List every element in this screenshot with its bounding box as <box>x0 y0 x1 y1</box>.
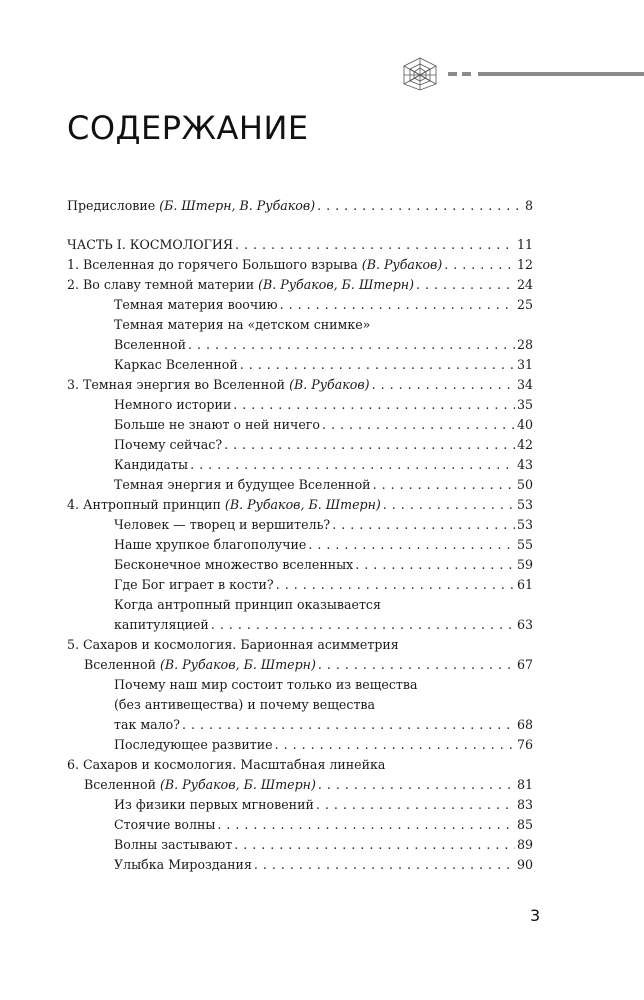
toc-entry-page: 63 <box>516 617 533 632</box>
toc-entry[interactable] <box>67 715 533 735</box>
toc-entry-text: ЧАСТЬ I. КОСМОЛОГИЯ <box>67 237 234 252</box>
toc-entry-title <box>114 395 231 415</box>
toc-entry[interactable] <box>67 475 533 495</box>
toc-entry-title <box>114 435 222 455</box>
toc-entry[interactable] <box>67 275 533 295</box>
toc-entry-title <box>114 555 353 575</box>
toc-entry-title <box>114 597 381 612</box>
toc-entry-author: (В. Рубаков, Б. Штерн) <box>224 497 381 512</box>
toc-entry-page: 81 <box>516 777 533 792</box>
toc-entry-page: 50 <box>516 477 533 492</box>
toc-entry-author: (В. Рубаков) <box>289 377 370 392</box>
dot-leader <box>217 815 515 835</box>
toc-entry-title <box>67 375 370 395</box>
dot-leader <box>355 555 515 575</box>
toc-entry-text: (без антивещества) и почему вещества <box>114 697 376 712</box>
toc-entry-title <box>114 335 186 355</box>
toc-entry-page: 31 <box>516 357 533 372</box>
toc-entry-page: 35 <box>516 397 533 412</box>
toc-entry-text: 6. Сахаров и космология. Масштабная линейка <box>67 757 386 772</box>
toc-entry-page: 55 <box>516 537 533 552</box>
toc-entry-title <box>114 715 180 735</box>
toc-entry[interactable] <box>67 695 533 715</box>
page-number: 3 <box>530 906 541 925</box>
toc-entry-text: Каркас Вселенной <box>114 357 238 372</box>
table-of-contents <box>67 196 533 875</box>
toc-entry[interactable] <box>67 375 533 395</box>
toc-entry-text: Вселенной <box>84 657 160 672</box>
toc-entry-text: Человек — творец и вершитель? <box>114 517 331 532</box>
toc-entry-author: (В. Рубаков, Б. Штерн) <box>258 277 414 292</box>
toc-entry-title <box>114 295 278 315</box>
toc-entry-author: (В. Рубаков, Б. Штерн) <box>159 777 316 792</box>
toc-entry-title <box>114 615 209 635</box>
dot-leader <box>224 435 515 455</box>
toc-entry-text: Последующее развитие <box>114 737 273 752</box>
toc-entry-text: Когда антропный принцип оказывается <box>114 597 381 612</box>
toc-entry-text: Темная энергия и будущее Вселенной <box>114 477 371 492</box>
toc-entry-page: 34 <box>516 377 533 392</box>
toc-entry[interactable] <box>67 235 533 255</box>
toc-entry-text: Кандидаты <box>114 457 189 472</box>
toc-entry-text: 3. Темная энергия во Вселенной <box>67 377 290 392</box>
toc-entry-text: 1. Вселенная до горячего Большого взрыва <box>67 257 362 272</box>
toc-entry[interactable] <box>67 395 533 415</box>
toc-entry[interactable] <box>67 655 533 675</box>
toc-entry-title <box>114 677 417 692</box>
toc-entry-text: Вселенной <box>84 777 160 792</box>
toc-entry[interactable] <box>67 835 533 855</box>
toc-entry[interactable] <box>67 435 533 455</box>
toc-entry-text: Почему наш мир состоит только из вещества <box>114 677 418 692</box>
toc-entry-title <box>114 355 238 375</box>
toc-entry-page: 76 <box>516 737 533 752</box>
toc-entry-page: 28 <box>516 337 533 352</box>
toc-entry-text: Волны застывают <box>114 837 233 852</box>
toc-entry-text: Немного истории <box>114 397 232 412</box>
toc-entry[interactable] <box>67 635 533 655</box>
toc-entry-text: Больше не знают о ней ничего <box>114 417 320 432</box>
toc-entry-text: Из физики первых мгновений <box>114 797 314 812</box>
toc-entry-page: 40 <box>516 417 533 432</box>
toc-entry-title <box>114 575 274 595</box>
toc-entry-text: Темная материя на «детском снимке» <box>114 317 371 332</box>
toc-entry-title <box>114 735 273 755</box>
toc-entry-text: так мало? <box>114 717 180 732</box>
toc-entry-page: 43 <box>516 457 533 472</box>
toc-entry-text: Почему сейчас? <box>114 437 223 452</box>
toc-entry-page: 53 <box>516 517 533 532</box>
toc-entry[interactable] <box>67 315 533 335</box>
dot-leader <box>332 515 515 535</box>
toc-entry[interactable] <box>67 335 533 355</box>
toc-entry-text: Темная материя воочию <box>114 297 278 312</box>
toc-entry[interactable] <box>67 775 533 795</box>
toc-entry-title <box>114 455 188 475</box>
toc-entry-title <box>67 495 381 515</box>
dot-leader <box>240 355 515 375</box>
toc-entry-title <box>67 637 399 652</box>
toc-entry-page: 68 <box>516 717 533 732</box>
toc-entry-text: 5. Сахаров и космология. Барионная асимметрия <box>67 637 399 652</box>
dot-leader <box>190 455 515 475</box>
toc-entry[interactable] <box>67 795 533 815</box>
toc-entry[interactable] <box>67 595 533 615</box>
toc-entry-page: 25 <box>516 297 533 312</box>
dot-leader <box>280 295 515 315</box>
toc-entry-author: (В. Рубаков) <box>361 257 443 272</box>
toc-entry-title <box>114 515 330 535</box>
dot-leader <box>188 335 515 355</box>
dot-leader <box>444 255 515 275</box>
dot-leader <box>275 735 515 755</box>
dot-leader <box>316 795 515 815</box>
dash-2 <box>462 72 471 76</box>
toc-entry-page: 24 <box>516 277 533 292</box>
toc-entry[interactable] <box>67 755 533 775</box>
toc-entry-title <box>67 196 315 216</box>
toc-entry[interactable] <box>67 855 533 875</box>
dot-leader <box>235 235 515 255</box>
toc-entry[interactable] <box>67 735 533 755</box>
toc-entry-page: 42 <box>516 437 533 452</box>
toc-entry-title <box>67 275 414 295</box>
dot-leader <box>233 395 515 415</box>
dot-leader <box>322 415 515 435</box>
toc-entry-title <box>114 415 320 435</box>
toc-entry-page: 11 <box>516 237 533 252</box>
dot-leader <box>276 575 515 595</box>
toc-entry-page: 90 <box>516 857 533 872</box>
toc-entry-title <box>114 535 306 555</box>
toc-entry-text: Наше хрупкое благополучие <box>114 537 307 552</box>
toc-entry-title <box>114 697 375 712</box>
toc-entry-page: 59 <box>516 557 533 572</box>
dot-leader <box>373 475 515 495</box>
toc-entry-page: 67 <box>516 657 533 672</box>
toc-entry[interactable] <box>67 535 533 555</box>
toc-entry-title <box>114 855 252 875</box>
header-rule <box>478 72 644 76</box>
toc-spacer <box>67 216 533 235</box>
toc-entry-title <box>114 475 371 495</box>
toc-entry-author: (Б. Штерн, В. Рубаков) <box>159 198 316 213</box>
toc-entry[interactable] <box>67 255 533 275</box>
toc-entry[interactable] <box>67 415 533 435</box>
toc-entry-title <box>84 655 316 675</box>
toc-entry-title <box>84 775 316 795</box>
toc-entry-text: Улыбка Мироздания <box>114 857 252 872</box>
cube-lattice-icon <box>404 58 436 90</box>
toc-entry[interactable] <box>67 495 533 515</box>
toc-entry-text: Предисловие <box>67 198 160 213</box>
toc-entry-page: 83 <box>516 797 533 812</box>
toc-entry[interactable] <box>67 555 533 575</box>
toc-entry[interactable] <box>67 615 533 635</box>
toc-entry[interactable] <box>67 355 533 375</box>
toc-entry-title <box>67 235 233 255</box>
toc-entry-page: 53 <box>516 497 533 512</box>
dash-1 <box>448 72 457 76</box>
toc-entry-title <box>67 255 442 275</box>
header-decoration <box>398 56 644 92</box>
toc-entry-title <box>114 317 370 332</box>
toc-entry-author: (В. Рубаков, Б. Штерн) <box>159 657 316 672</box>
toc-entry-page: 85 <box>516 817 533 832</box>
dot-leader <box>318 775 515 795</box>
page-title: СОДЕРЖАНИЕ <box>67 109 309 147</box>
toc-entry-title <box>114 835 232 855</box>
toc-entry-title <box>114 815 215 835</box>
toc-entry-page: 89 <box>516 837 533 852</box>
dot-leader <box>182 715 515 735</box>
toc-entry-page: 8 <box>524 198 533 213</box>
toc-entry[interactable] <box>67 815 533 835</box>
toc-entry[interactable] <box>67 575 533 595</box>
dot-leader <box>254 855 515 875</box>
toc-entry-page: 61 <box>516 577 533 592</box>
toc-entry-text: Вселенной <box>114 337 186 352</box>
dot-leader <box>318 655 515 675</box>
toc-entry[interactable] <box>67 295 533 315</box>
dot-leader <box>317 196 523 216</box>
dot-leader <box>383 495 515 515</box>
dot-leader <box>211 615 515 635</box>
dot-leader <box>234 835 515 855</box>
dot-leader <box>308 535 515 555</box>
dot-leader <box>372 375 515 395</box>
toc-entry[interactable] <box>67 515 533 535</box>
toc-entry-page: 12 <box>516 257 533 272</box>
toc-entry[interactable] <box>67 455 533 475</box>
toc-entry-text: Где Бог играет в кости? <box>114 577 274 592</box>
toc-entry-title <box>114 795 314 815</box>
toc-entry-title <box>67 757 385 772</box>
toc-entry[interactable] <box>67 675 533 695</box>
toc-entry[interactable] <box>67 196 533 216</box>
toc-entry-text: Стоячие волны <box>114 817 216 832</box>
toc-entry-text: капитуляцией <box>114 617 209 632</box>
dot-leader <box>416 275 515 295</box>
toc-entry-text: Бесконечное множество вселенных <box>114 557 354 572</box>
toc-entry-text: 2. Во славу темной материи <box>67 277 259 292</box>
toc-entry-text: 4. Антропный принцип <box>67 497 225 512</box>
